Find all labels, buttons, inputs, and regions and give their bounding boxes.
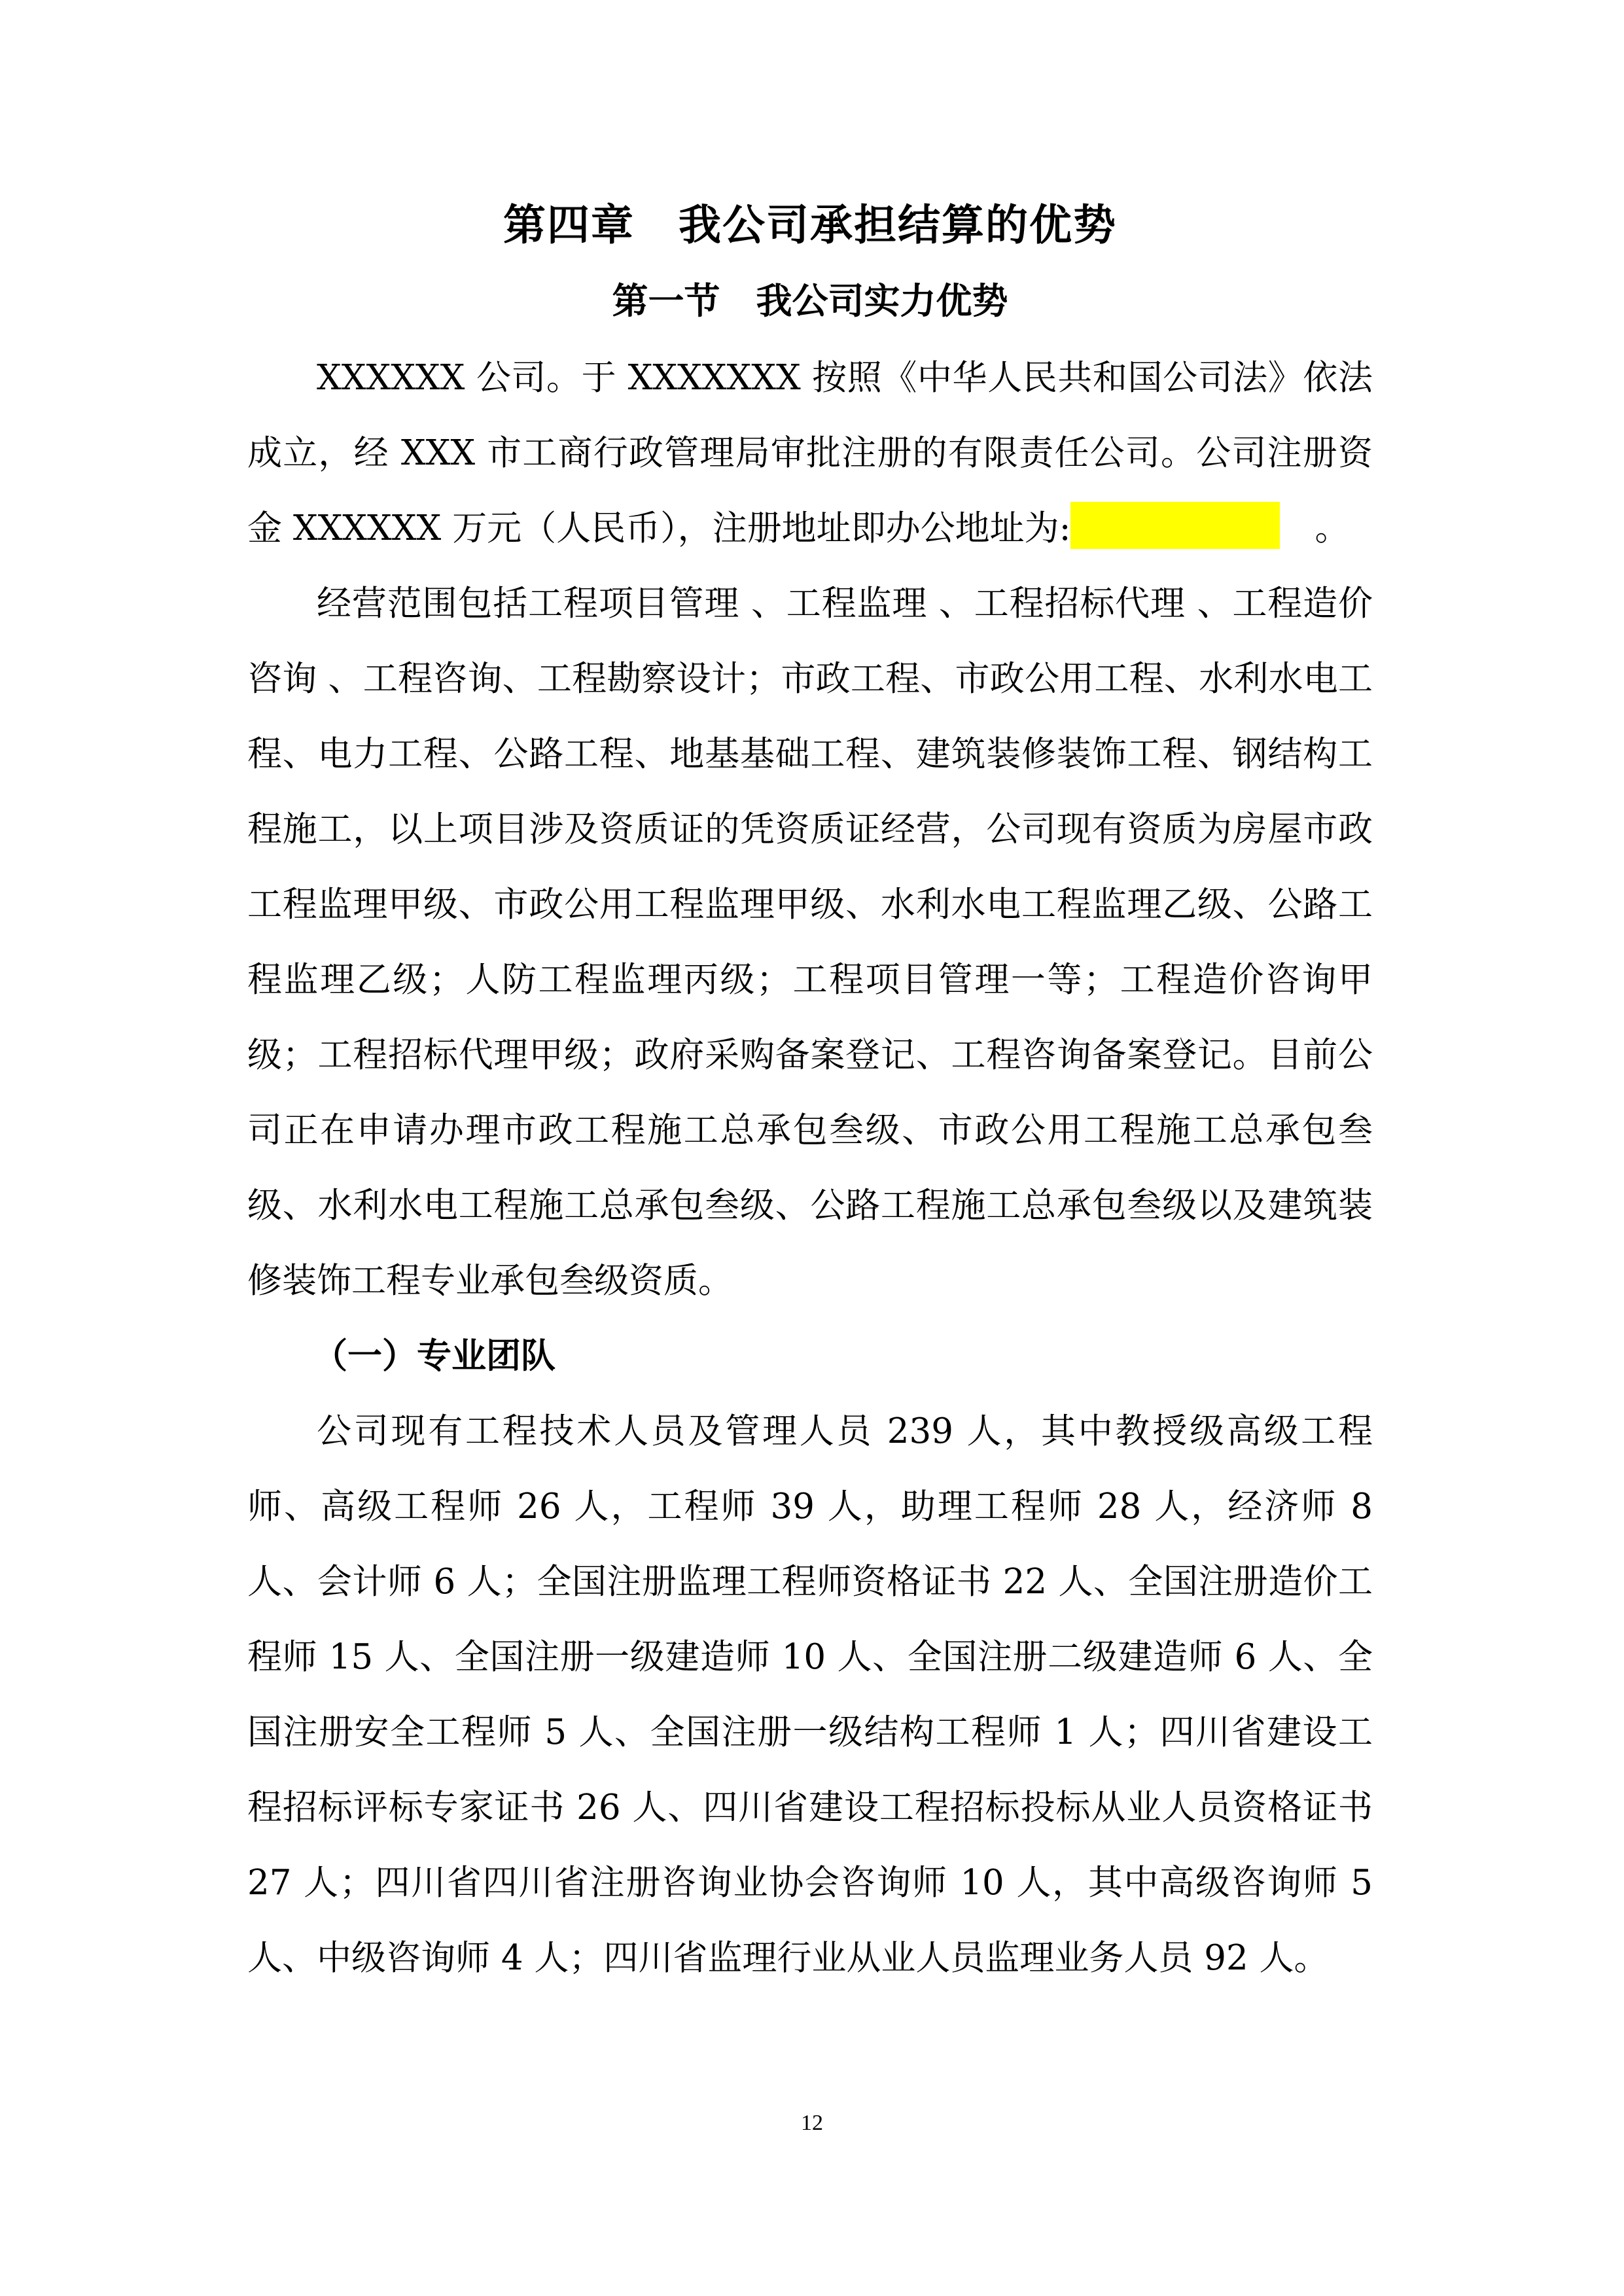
page-number: 12: [801, 2111, 823, 2135]
intro-period: 。: [1315, 508, 1350, 548]
chapter-title: 第四章 我公司承担结算的优势: [503, 201, 1117, 250]
team-paragraph: 公司现有工程技术人员及管理人员 239 人，其中教授级高级工程师、高级工程师 26 人，工程师 39 人，助理工程师 28 人，经济师 8 人、会计师 6 人；全国注册监理工程师资格证书 22 人、全国注册造价工程师 15 人、全国注册一级建造师 10 人、全国注册二级建造师 6 人、全国注册安全工程师 5 人、全国注册一级结构工程师 1 人；四川省建设工程招标评标专家证书 26 人、四川省建设工程招标投标从业人员资格证书 27 人；四川省四川省注册咨询业协会咨询师 10 人，其中高级咨询师 5 人、中级咨询师 4 人；四川省监理行业从业人员监理业务人员 92 人。: [247, 1411, 1373, 1978]
intro-text: XXXXXX 公司。于 XXXXXXX 按照《中华人民共和国公司法》依法成立，经 XXX 市工商行政管理局审批注册的有限责任公司。公司注册资金 XXXXXX 万元（人民币），注册地址即办公地址为:: [247, 358, 1373, 548]
subheading-professional-team: （一）专业团队: [313, 1336, 556, 1376]
business-scope-paragraph: 经营范围包括工程项目管理 、工程监理 、工程招标代理 、工程造价咨询 、工程咨询、工程勘察设计；市政工程、市政公用工程、水利水电工程、电力工程、公路工程、地基基础工程、建筑装修装饰工程、钢结构工程施工，以上项目涉及资质证的凭资质证经营，公司现有资质为房屋市政工程监理甲级、市政公用工程监理甲级、水利水电工程监理乙级、公路工程监理乙级；人防工程监理丙级；工程项目管理一等；工程造价咨询甲级；工程招标代理甲级；政府采购备案登记、工程咨询备案登记。目前公司正在申请办理市政工程施工总承包叁级、市政公用工程施工总承包叁级、水利水电工程施工总承包叁级、公路工程施工总承包叁级以及建筑装修装饰工程专业承包叁级资质。: [247, 584, 1373, 1301]
highlighted-blank-address: [1070, 502, 1280, 549]
document-page: [247, 190, 1373, 1996]
section-title: 第一节 我公司实力优势: [612, 280, 1008, 322]
intro-paragraph: [247, 340, 1373, 566]
